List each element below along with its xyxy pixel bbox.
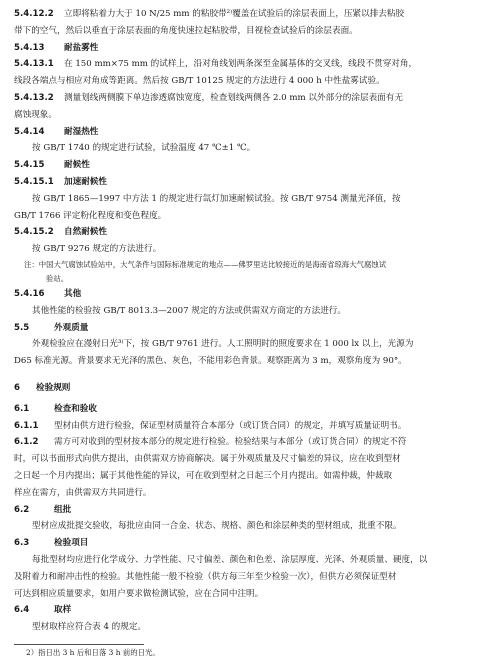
paragraph-6-3-line-1: 每批型材均应进行化学成分、力学性能、尺寸偏差、颜色和色差、涂层厚度、光泽、外观质量、硬度，以	[32, 554, 428, 565]
heading-5-4-15	[14, 157, 486, 174]
paragraph-5-4-13-2-line-2: 腐蚀现象。	[14, 109, 57, 120]
heading-number: 5.4.16	[14, 288, 45, 299]
clause-text: 在 150 mm×75 mm 的试样上，沿对角线划两条深至金属基体的交叉线，线段不贯穿对角，	[64, 59, 418, 70]
heading-5-4-13	[14, 40, 486, 57]
note-line-2: 验站。	[46, 273, 69, 283]
heading-5-4-15-1	[14, 174, 486, 191]
heading-title: 耐湿热性	[64, 126, 99, 137]
paragraph-5-4-13-2-line-1	[14, 90, 486, 107]
heading-number: 6.3	[14, 538, 30, 549]
clause-number: 5.4.13.1	[14, 59, 54, 70]
paragraph-6-1-2-line-2: 时，可以书面形式向供方提出，由供需双方协商解决。属于外观质量及尺寸偏差的异议，应在收到型材	[14, 454, 401, 465]
heading-6-3	[14, 535, 486, 552]
heading-number: 5.4.15.1	[14, 176, 54, 187]
heading-5-4-15-2	[14, 224, 486, 241]
heading-5-4-14	[14, 124, 486, 141]
clause-text: 测量划线两侧膜下单边渗透腐蚀宽度，检查划线两侧各 2.0 mm 以外部分的涂层表面有无	[64, 92, 403, 103]
paragraph-6-2: 型材应成批提交验收，每批应由同一合金、状态、规格、颜色和涂层种类的型材组成，批重不限。	[32, 521, 402, 532]
paragraph-5-4-13-1-line-1	[14, 56, 486, 73]
heading-number: 5.4.13	[14, 42, 45, 53]
heading-6-1	[14, 401, 486, 418]
paragraph-5-5-line-1: 外观检验应在漫射日光³⁾下，按 GB/T 9761 进行。人工照明时的照度要求在 1 000 lx 以上，光源为	[32, 339, 414, 350]
paragraph-5-4-15-1-line-2: GB/T 1766 评定粉化程度和变色程度。	[14, 210, 167, 221]
heading-title: 耐盐雾性	[64, 42, 99, 53]
paragraph-5-4-15-2: 按 GB/T 9276 规定的方法进行。	[32, 244, 162, 255]
paragraph-5-4-13-1-line-2: 线段各端点与相应对角成等距离。然后按 GB/T 10125 规定的方法进行 4 000 h 中性盐雾试验。	[14, 76, 385, 87]
paragraph-6-4: 型材取样应符合表 4 的规定。	[32, 622, 147, 633]
heading-title: 组批	[54, 504, 72, 515]
clause-text: 需方可对收到的型材按本部分的规定进行检验。检验结果与本部分（或订货合同）的规定不符	[54, 437, 407, 448]
heading-number: 5.4.14	[14, 126, 45, 137]
paragraph-6-1-2-line-3: 之日起一个月内提出；属于其他性能的异议，可在收到型材之日起三个月内提出。如需仲裁，仲裁取	[14, 470, 393, 481]
paragraph-6-3-line-3: 可达到相应质量要求，如用户要求做检测试验，应在合同中注明。	[14, 588, 264, 599]
heading-title: 检验项目	[54, 538, 89, 549]
heading-number: 5.4.15.2	[14, 227, 54, 238]
heading-title: 加速耐候性	[64, 176, 107, 187]
heading-title: 耐候性	[64, 160, 90, 171]
paragraph-5-5-line-2: D65 标准光源。背景要求无光泽的黑色、灰色，不能用彩色背景。观察距离为 3 m，观察角度为 90°。	[14, 356, 407, 367]
heading-title: 取样	[54, 605, 72, 616]
document-body	[14, 6, 486, 661]
note-line-1: 注：中国大气腐蚀试验站中，大气条件与国际标准规定的地点——佛罗里达比较接近的是海南省琼海大气腐蚀试	[24, 259, 387, 269]
heading-number: 6.2	[14, 504, 30, 515]
heading-number: 5.4.15	[14, 160, 45, 171]
heading-number: 5.5	[14, 322, 30, 333]
heading-chapter-6	[14, 380, 486, 397]
clause-number: 5.4.12.2	[14, 9, 54, 19]
paragraph-5-4-15-1-line-1: 按 GB/T 1865—1997 中方法 1 的规定进行氙灯加速耐候试验。按 GB/T 9754 测量光泽值，按	[32, 193, 401, 204]
clause-number: 6.1.1	[14, 420, 39, 431]
heading-title: 检验规则	[36, 382, 71, 393]
paragraph-5-4-16: 其他性能的检验按 GB/T 8013.3—2007 规定的方法或供需双方商定的方法进行。	[32, 305, 346, 316]
clause-number: 6.1.2	[14, 437, 39, 448]
heading-6-2	[14, 502, 486, 519]
heading-title: 其他	[64, 288, 82, 299]
paragraph-5-4-12-2-line-1	[14, 6, 486, 23]
heading-number: 6.1	[14, 403, 30, 414]
heading-title: 检查和验收	[54, 403, 97, 414]
paragraph-6-1-1	[14, 418, 486, 435]
heading-title: 外观质量	[54, 322, 89, 333]
heading-5-4-16	[14, 286, 486, 303]
heading-number: 6	[14, 382, 20, 393]
paragraph-5-4-14: 按 GB/T 1740 的规定进行试验，试验温度 47 ℃±1 ℃。	[32, 143, 256, 154]
paragraph-6-1-2-line-1	[14, 434, 486, 451]
heading-6-4	[14, 602, 486, 619]
footnote-2: 2）指日出 3 h 后和日落 3 h 前的日光。	[26, 647, 160, 657]
paragraph-6-3-line-2: 及附着力和耐冲击性的检验。其他性能一般不检验（供方每三年至少检验一次），但供方必须保证型材	[14, 571, 397, 582]
heading-5-5	[14, 320, 486, 337]
clause-text: 立即将粘着力大于 10 N/25 mm 的粘胶带²⁾覆盖在试验后的涂层表面上，压紧以排去粘胶	[64, 9, 405, 19]
clause-text: 型材由供方进行检验，保证型材质量符合本部分（或订货合同）的规定，并填写质量证明书。	[54, 420, 407, 431]
heading-number: 6.4	[14, 605, 30, 616]
heading-title: 自然耐候性	[64, 227, 107, 238]
paragraph-5-4-12-2-line-2: 带下的空气，然后以垂直于涂层表面的角度快速拉起粘胶带，目视检查试验后的涂层表面。	[14, 25, 358, 36]
paragraph-6-1-2-line-4: 样应在需方，由供需双方共同进行。	[14, 487, 152, 498]
clause-number: 5.4.13.2	[14, 92, 54, 103]
